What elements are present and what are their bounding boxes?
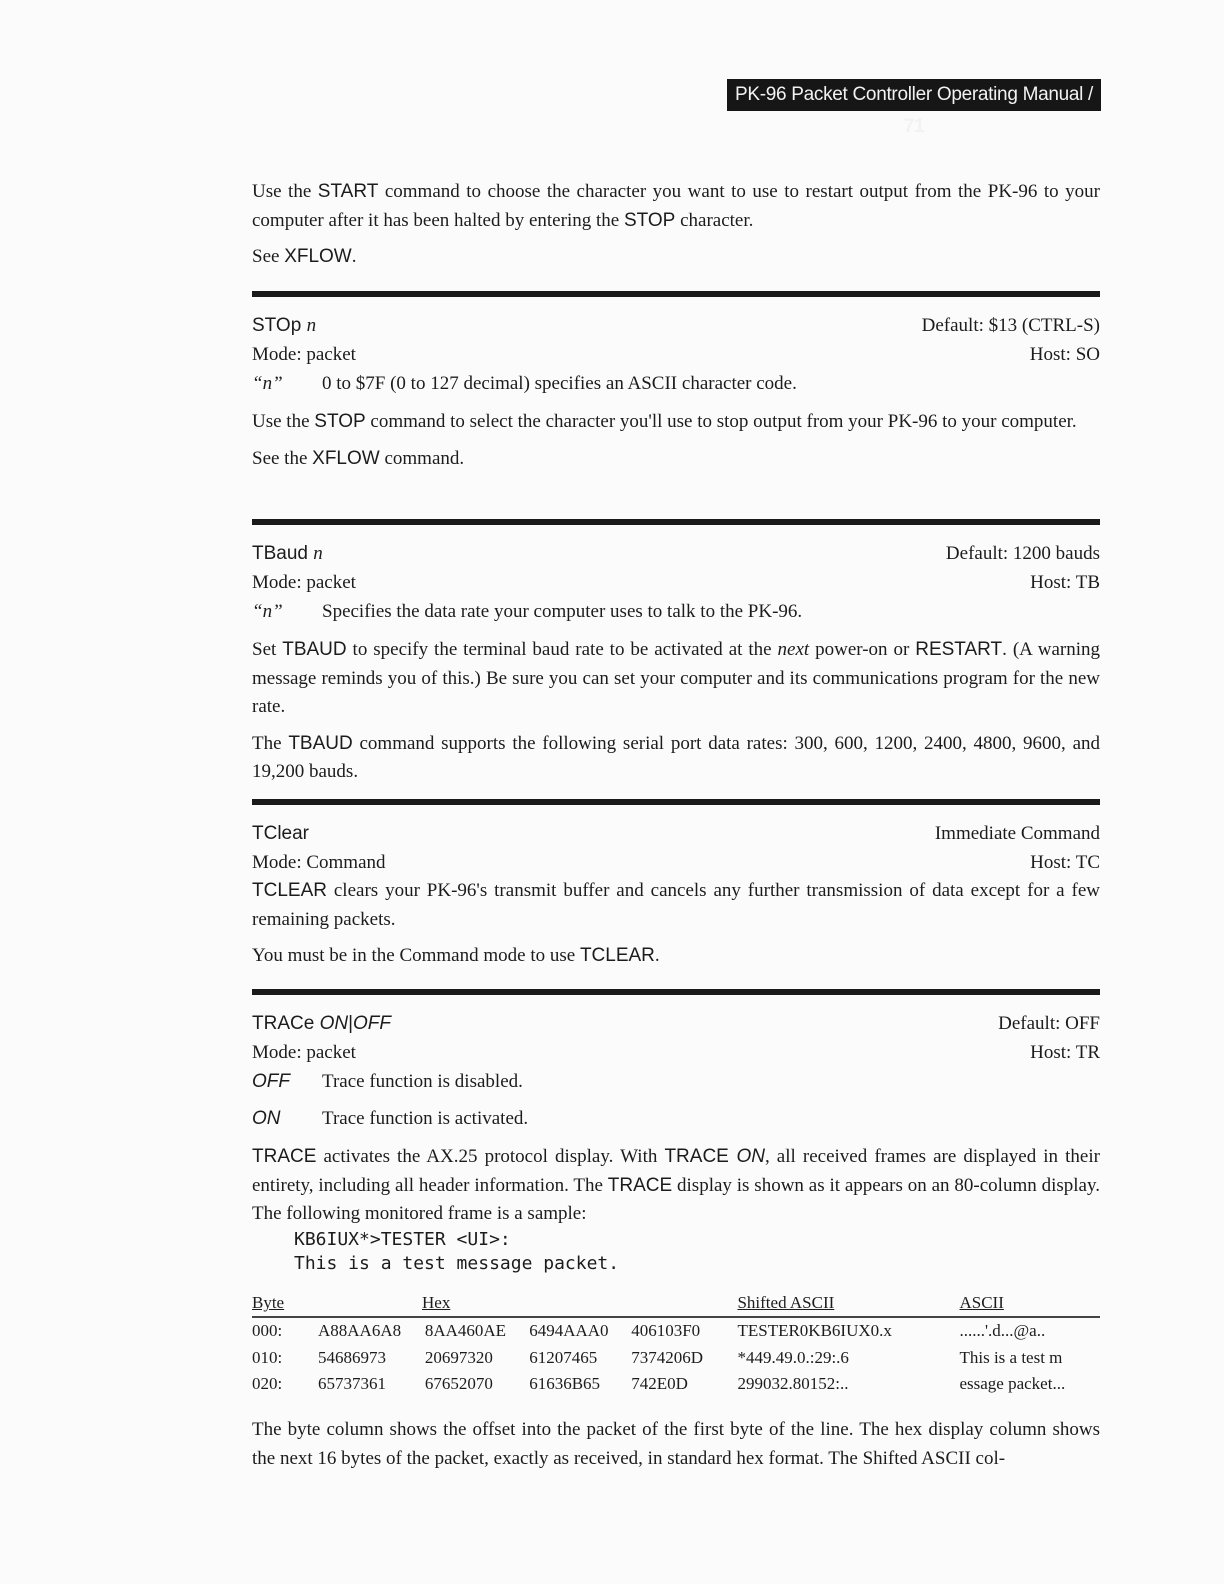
text-run: . xyxy=(654,945,660,966)
host-abbrev: Host: SO xyxy=(1029,344,1100,365)
paragraph xyxy=(252,730,1100,787)
text-run: You must be in the Command mode to use xyxy=(252,945,580,966)
command-stop xyxy=(252,291,1100,481)
text-run: to specify the terminal baud rate to be activated at the xyxy=(346,639,778,660)
hex-cell: 67652070 xyxy=(424,1374,493,1394)
text-run: TRACE xyxy=(664,1146,737,1167)
page-number: 71 xyxy=(903,116,925,137)
section-rule xyxy=(252,519,1100,525)
host-abbrev: Host: TC xyxy=(1030,852,1100,873)
text-run: command to select the character you'll use to stop output from your PK-96 to your computer. xyxy=(365,411,1077,432)
mode-row xyxy=(252,568,1100,597)
text-run: See the xyxy=(252,447,313,469)
argument-row xyxy=(252,1067,1100,1096)
column-header: ASCII xyxy=(943,1290,1100,1317)
column-header: Shifted ASCII xyxy=(723,1290,943,1317)
default-value: Default: $13 (CTRL-S) xyxy=(921,315,1100,336)
hex-cell: 6494AAA0 xyxy=(529,1321,609,1341)
column-header: Hex xyxy=(318,1290,723,1317)
code-line: This is a test message packet. xyxy=(294,1253,620,1274)
text-run: The xyxy=(252,732,289,754)
paragraph xyxy=(252,636,1100,722)
text-run: TCLEAR xyxy=(579,945,655,966)
argument-name: OFF xyxy=(252,1071,290,1092)
text-run: STOP xyxy=(623,209,676,231)
mode-row xyxy=(252,848,1100,877)
paragraph xyxy=(252,178,1100,235)
host-abbrev: Host: TR xyxy=(1030,1042,1100,1063)
text-run: TClear xyxy=(252,823,310,844)
ascii-cell: This is a test m xyxy=(959,1347,1063,1367)
section-rule xyxy=(252,989,1100,995)
text-run: RESTART xyxy=(915,639,1003,660)
title-row xyxy=(252,539,1100,568)
mode: Mode: packet xyxy=(252,1042,356,1063)
text-run: n xyxy=(313,543,323,564)
mode: Mode: packet xyxy=(252,344,356,365)
text-run: Use the xyxy=(252,181,318,202)
section-rule xyxy=(252,291,1100,297)
argument-desc: Trace function is disabled. xyxy=(322,1071,523,1092)
hex-cell: 742E0D xyxy=(631,1374,688,1394)
text-run: next xyxy=(777,639,810,660)
table-row xyxy=(252,1317,1100,1345)
text-run: . xyxy=(351,246,357,267)
ascii-cell: ......'.d...@a.. xyxy=(959,1321,1046,1341)
default-value: Immediate Command xyxy=(934,823,1100,844)
see-also xyxy=(252,243,1100,272)
title-row xyxy=(252,819,1100,848)
shifted-ascii-cell: *449.49.0.:29:.6 xyxy=(737,1347,849,1367)
text-run: TRACE xyxy=(252,1146,317,1167)
hex-cell: 406103F0 xyxy=(631,1321,701,1341)
shifted-ascii-cell: TESTER0KB6IUX0.x xyxy=(737,1321,892,1341)
text-run: display is shown as it appears on an 80-column display. The following monitored frame is a sample: xyxy=(252,1174,1100,1224)
manual-title: PK-96 Packet Controller Operating Manual / xyxy=(734,84,1094,105)
text-run: command supports the following serial port data rates: 300, 600, 1200, 2400, 4800, 9600, and 19,200 bauds. xyxy=(252,732,1101,782)
hex-cell: 7374206D xyxy=(631,1347,703,1367)
text-run: Set xyxy=(252,639,283,660)
start-command-tail xyxy=(252,178,1100,280)
text-run: START xyxy=(317,181,379,202)
text-run: character. xyxy=(675,209,754,231)
text-run: n xyxy=(306,315,317,336)
byte-offset: 020: xyxy=(252,1374,283,1394)
paragraph xyxy=(252,408,1100,437)
text-run: OFF xyxy=(353,1013,392,1034)
command-name xyxy=(252,819,309,848)
hex-cell: 61207465 xyxy=(529,1347,598,1367)
command-tbaud xyxy=(252,519,1100,795)
paragraph xyxy=(252,1143,1100,1229)
text-run: ON xyxy=(736,1146,765,1167)
argument-desc: Specifies the data rate your computer uses to talk to the PK-96. xyxy=(322,601,803,622)
default-value: Default: OFF xyxy=(998,1013,1100,1034)
argument-name: “n” xyxy=(252,601,283,622)
command-tclear xyxy=(252,799,1100,979)
trace-sample xyxy=(252,1222,1100,1398)
argument-row xyxy=(252,1104,1100,1133)
text-run: The byte column shows the offset into the packet of the first byte of the line. The hex display column shows the next 16 bytes of the packet, exactly as received, in standard hex format. The Shifted ASCII col- xyxy=(252,1419,1100,1469)
argument-desc: 0 to $7F (0 to 127 decimal) specifies an ASCII character code. xyxy=(322,373,797,394)
argument-row xyxy=(252,369,1100,398)
argument-name: “n” xyxy=(252,373,283,394)
hex-cell: 54686973 xyxy=(318,1347,386,1367)
command-trace xyxy=(252,989,1100,1237)
hex-cell: 61636B65 xyxy=(529,1374,601,1394)
text-run: XFLOW xyxy=(312,447,380,469)
sample-frame xyxy=(294,1228,1100,1276)
title-row xyxy=(252,1009,1100,1038)
text-run: Use the xyxy=(252,411,315,432)
mode: Mode: packet xyxy=(252,572,356,593)
argument-name: ON xyxy=(252,1108,281,1129)
code-line: KB6IUX*>TESTER <UI>: xyxy=(294,1229,511,1250)
hex-cell: 20697320 xyxy=(424,1347,493,1367)
text-run: power-on or xyxy=(809,639,916,660)
ascii-cell: essage packet... xyxy=(959,1374,1066,1394)
closing-text xyxy=(252,1416,1100,1481)
mode-row xyxy=(252,1038,1100,1067)
table-row xyxy=(252,1371,1100,1398)
text-run: TBAUD xyxy=(288,732,353,754)
text-run: command to choose the character you want to use to restart output from the PK-96 to your computer after it has been halted by entering the xyxy=(252,181,1100,231)
title-row xyxy=(252,311,1100,340)
text-run: activates the AX.25 protocol display. With xyxy=(316,1146,665,1167)
paragraph xyxy=(252,1416,1100,1473)
section-rule xyxy=(252,799,1100,805)
byte-offset: 000: xyxy=(252,1321,283,1341)
table-row xyxy=(252,1345,1100,1372)
text-run: TRACE xyxy=(607,1174,673,1196)
mode-row xyxy=(252,340,1100,369)
trace-table xyxy=(252,1290,1100,1398)
paragraph xyxy=(252,942,1100,971)
text-run: , all received frames are displayed in their entirety, including all header information. The xyxy=(252,1146,1100,1196)
running-header xyxy=(727,79,1101,137)
text-run: TCLEAR xyxy=(252,880,327,901)
column-header: Byte xyxy=(252,1290,318,1317)
text-run: See xyxy=(252,246,285,267)
text-run: clears your PK-96's transmit buffer and cancels any further transmission of data except for a few remaining packets. xyxy=(252,880,1100,930)
shifted-ascii-cell: 299032.80152:.. xyxy=(737,1374,849,1394)
argument-row xyxy=(252,597,1100,626)
command-name xyxy=(252,311,316,340)
mode: Mode: Command xyxy=(252,852,386,873)
host-abbrev: Host: TB xyxy=(1030,572,1100,593)
hex-cell: 8AA460AE xyxy=(424,1321,507,1341)
text-run: XFLOW xyxy=(284,246,352,267)
text-run: TBAUD xyxy=(282,639,347,660)
default-value: Default: 1200 bauds xyxy=(945,543,1100,564)
text-run: STOp xyxy=(252,315,307,336)
paragraph xyxy=(252,877,1100,934)
hex-cell: 65737361 xyxy=(318,1374,386,1394)
text-run: TRACe xyxy=(252,1013,320,1034)
text-run: command. xyxy=(379,447,465,469)
command-name xyxy=(252,1009,391,1038)
hex-cell: A88AA6A8 xyxy=(318,1321,402,1341)
byte-offset: 010: xyxy=(252,1347,283,1367)
paragraph xyxy=(252,445,1100,474)
argument-desc: Trace function is activated. xyxy=(322,1108,529,1129)
text-run: . (A warning message reminds you of this.) Be sure you can set your computer and its communications program for the new rate. xyxy=(252,639,1101,717)
command-name xyxy=(252,539,323,568)
text-run: TBaud xyxy=(252,543,314,564)
text-run: | xyxy=(348,1013,354,1034)
text-run: STOP xyxy=(314,411,366,432)
text-run: ON xyxy=(319,1013,349,1034)
